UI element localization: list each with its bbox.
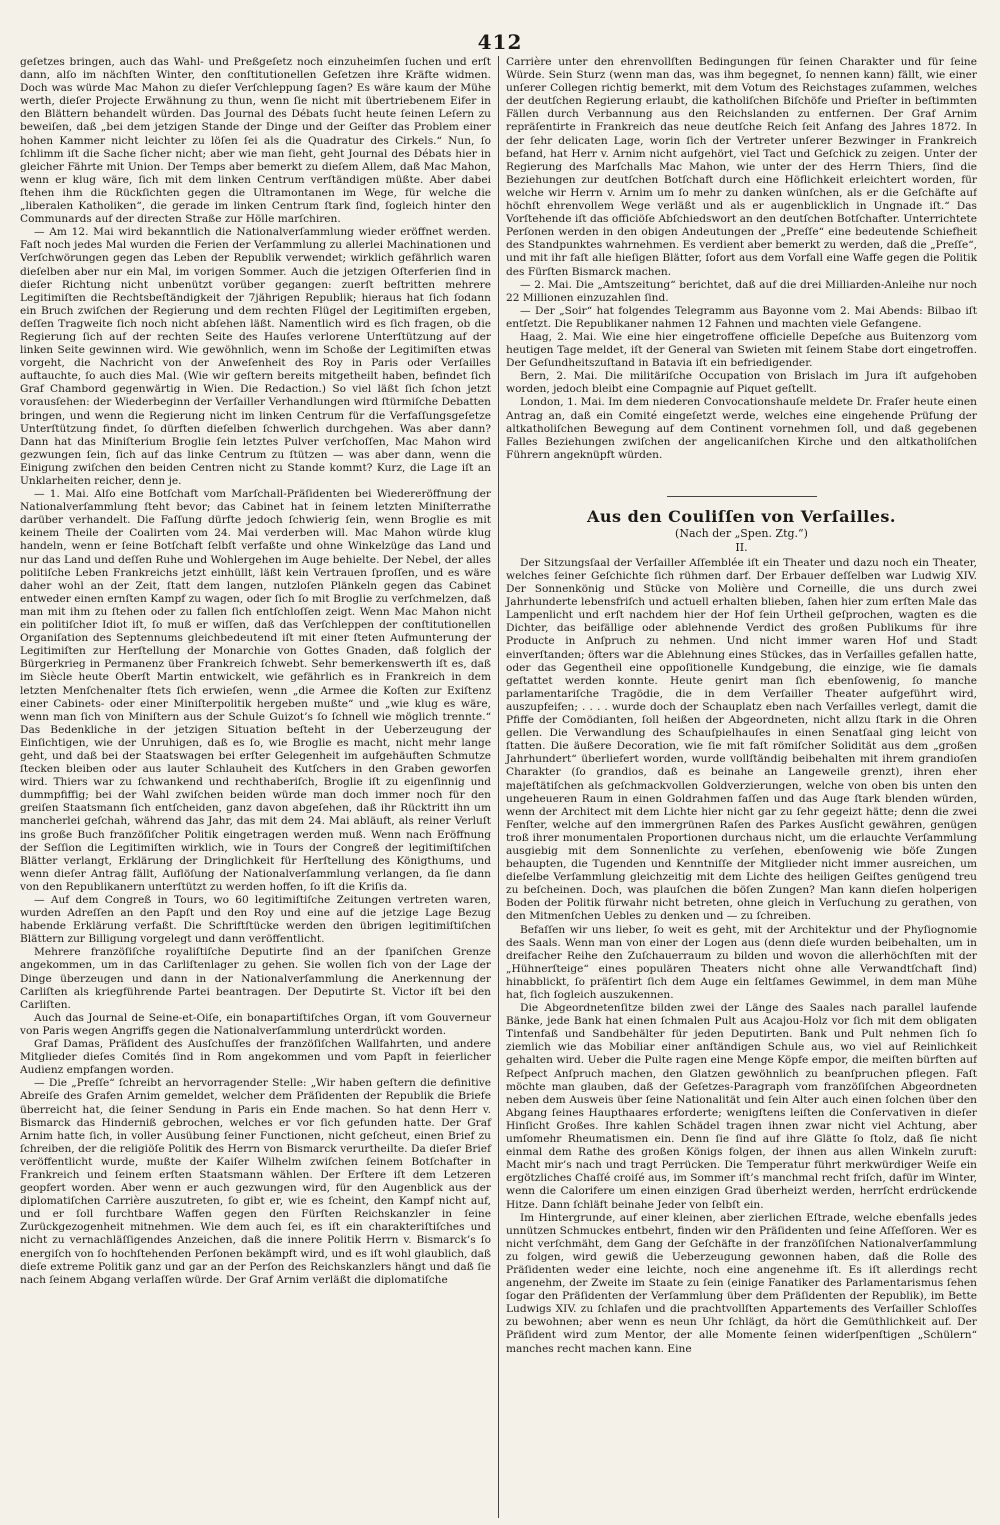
article-paragraph: geſetzes bringen, auch das Wahl- und Preßgeſetz noch einzuheimſen ſuchen und erſt dann, alſo im nächſten Winter, den conſtitutionellen Geſetzen ihre Kräfte widmen. Doch was würde Mac Mahon zu dieſer Verſchleppung ſagen? Es wäre kaum der Mühe werth, dieſer Projecte Erwähnung zu thun, wenn ſie nicht mit übertriebenem Eifer in den Blättern behandelt würden. Das Journal des Débats ſucht heute ſeinen Leſern zu beweiſen, daß „bei dem jetzigen Stande der Dinge und der Geiſter das Problem einer hohen Kammer nicht leichter zu löſen ſei als die Quadratur des Cirkels.“ Nun, ſo ſchlimm iſt die Sache ſicher nicht; aber wie man ſieht, geht Journal des Débats hier in gleicher Fährte mit Union. Der Temps aber bemerkt zu dieſem Allem, daß Mac Mahon, wenn er klug wäre, ſich mit dem linken Centrum verſtändigen müßte. Aber dabei ſtehen ihm die Rückſichten gegen die Ultramontanen im Wege, für welche die „liberalen Katholiken“, die gerade im linken Centrum ſtark ſind, ſogleich hinter den Communards auf der directen Straße zur Hölle marſchiren. bbox=[20, 56, 491, 226]
page-number: 412 bbox=[477, 30, 523, 54]
article-paragraph: — 1. Mai. Alſo eine Botſchaft vom Marſchall-Präſidenten bei Wiedereröffnung der Nationalverſammlung ſteht bevor; das Cabinet hat in ſeinem letzten Miniſterrathe darüber verhandelt. Die Faſſung dürfte jedoch ſchwierig ſein, wenn Broglie es mit keinem Theile der Coalirten vom 24. Mai verderben will. Mac Mahon würde klug handeln, wenn er ſeine Botſchaft ſelbſt verfaßte und ohne Winkelzüge das Land und nur das Land und deſſen Ruhe und Wohlergehen im Auge behielte. Der Nebel, der alles politiſche Leben Frankreichs jetzt einhüllt, läßt kein Vertrauen ſproſſen, und es wäre daher wohl an der Zeit, ſtatt dem langen, nutzloſen Plänkeln gegen das Cabinet entweder einen ernſten Kampf zu wagen, oder ſich ſo mit Broglie zu verſchmelzen, daß man mit ihm zu ſtehen oder zu fallen ſich entſchloſſen zeigt. Wenn Mac Mahon nicht ein politiſcher Idiot iſt, ſo muß er wiſſen, daß das Verſchleppen der conſtitutionellen Organiſation des Septennums gleichbedeutend iſt mit einer ſteten Aufmunterung der Legitimiſten zur Herſtellung der Monarchie von Gottes Gnaden, daß folglich der Bürgerkrieg in Permanenz über Frankreich ſchwebt. Sehr bemerkenswerth iſt es, daß im Siècle heute Oberſt Martin entwickelt, wie gefährlich es in Frankreich in dem letzten Menſchenalter ſtets ſich erwieſen, wenn „die Armee die Koſten zur Exiſtenz einer Cabinets- oder einer Miniſterpolitik hergeben mußte“ und „wie klug es wäre, wenn man ſich von Miniſtern aus der Schule Guizot’s ſo ſchnell wie möglich trennte.“ Das Bedenkliche in der jetzigen Situation beſteht in der Ueberzeugung der Einſichtigen, wie der Unruhigen, daß es ſo, wie Broglie es macht, nicht mehr lange geht, und daß bei der Staatswagen bei erſter Gelegenheit im aufgehäuften Schmutze ſtecken bleiben oder aus lauter Schlauheit des Kutſchers in den Graben geworfen wird. Thiers war zu ſchwankend und rechthaberiſch, Broglie iſt zu eigenſinnig und dummpfiffig; bei der Wahl zwiſchen beiden würde man doch immer noch für den greiſen Staatsmann ſich entſcheiden, ganz davon abgeſehen, daß ihr Rücktritt ihn um mancherlei geſchah, während das Jahr, das mit dem 24. Mai abläuft, als reiner Verluſt ins große Buch franzöſiſcher Politik eingetragen werden muß. Wenn nach Eröffnung der Seſſion die Legitimiſten wirklich, wie in Tours der Congreß der legitimiſtiſchen Blätter verlangt, Erklärung der Dringlichkeit für Herſtellung des Königthums, und wenn dieſer Antrag fällt, Auflöſung der Nationalverſammlung verlangen, da ſie dann von den Republikanern unterſtützt zu werden hoffen, ſo iſt die Kriſis da. bbox=[20, 488, 491, 893]
article-paragraph: Auch das Journal de Seine-et-Oiſe, ein bonapartiſtiſches Organ, iſt vom Gouverneur von Paris wegen Angriffs gegen die Nationalverſammlung unterdrückt worden. bbox=[20, 1011, 491, 1037]
news-item-london: London, 1. Mai. Im dem niederen Convocationshauſe meldete Dr. Fraſer heute einen Antrag an, daß ein Comité eingeſetzt werde, welches eine eingehende Prüfung der altkatholiſchen Bewegung auf dem Continent vornehmen ſoll, und daß gegebenen Falles Beziehungen zwiſchen der angelicaniſchen Kirche und den altkatholiſchen Führern angeknüpft würden. bbox=[506, 396, 977, 461]
article-paragraph: — 2. Mai. Die „Amtszeitung“ berichtet, daß auf die drei Milliarden-Anleihe nur noch 22 Millionen einzuzahlen ſind. bbox=[506, 278, 977, 304]
right-column bbox=[499, 56, 977, 1518]
feuilleton-title: Aus den Couliſſen von Verſailles. bbox=[586, 506, 896, 526]
news-item-bern: Bern, 2. Mai. Die militäriſche Occupation von Brislach im Jura iſt aufgehoben worden, jedoch bleibt eine Compagnie auf Piquet geſtellt. bbox=[506, 370, 977, 396]
feuilleton-paragraph: Der Sitzungsſaal der Verſailler Aſſemblée iſt ein Theater und dazu noch ein Theater, welches ſeiner Geſchichte ſich rühmen darf. Der Erbauer deſſelben war Ludwig XIV. Der Sonnenkönig und Stücke von Molière und Corneille, die uns durch zwei Jahrhunderte lebensfriſch und actuell erhalten blieben, ſahen hier zum erſten Male das Lampenlicht und erſt nachdem hier der Hof ſein Urtheil geſprochen, wagten es die Dichter, das beifällige oder ablehnende Verdict des großen Publikums für ihre Producte in Anſpruch zu nehmen. Und nicht immer waren Hof und Stadt einverſtanden; öfters war die Ablehnung eines Stückes, das in Verſailles gefallen hatte, oder das Gegentheil eine oppoſitionelle Kundgebung, die einzige, wie ſie damals geſtattet werden konnte. Heute genirt man ſich ebenſowenig, ſo manche parlamentariſche Tragödie, die in dem Verſailler Theater aufgeführt wird, auszupfeifen; . . . . wurde doch der Schauplatz eben nach Verſailles verlegt, damit die Pfiffe der Comödianten, ſoll heißen der Abgeordneten, nicht allzu ſtark in die Ohren gellen. Die Verwandlung des Schauſpielhauſes in einen Senatſaal ging leicht von ſtatten. Die äußere Decoration, wie ſie mit faſt römiſcher Solidität aus dem „großen Jahrhundert“ überliefert worden, wurde vollſtändig beibehalten mit ihrem grandioſen Charakter (ſo grandios, daß es beinahe an Langeweile grenzt), ihren eher majeſtätiſchen als geſchmackvollen Goldverzierungen, welche von oben bis unten den ungeheueren Raum in einen Goldrahmen faſſen und das Auge ſtark blenden würden, wenn der Architect mit dem Lichte hier nicht gar zu ſehr gegeizt hätte; denn die zwei Fenſter, welche auf den immergrünen Raſen des Parkes Ausſicht gewähren, genügen troß ihrer monumentalen Proportionen durchaus nicht, um die erlauchte Verſammlung ausgiebig mit dem Sonnenlichte zu verſehen, ebenſowenig wie böſe Zungen behaupten, die Tugenden und Kenntniſſe der Mitglieder nicht immer ausreichen, um dieſelbe Verſammlung gleichzeitig mit dem Lichte des heiligen Geiſtes genügend treu zu beſcheinen. Doch, was plauſchen die böſen Zungen? Man kann dieſen holperigen Boden der Politik fürwahr nicht betreten, ohne gleich in Verſuchung zu gerathen, von den Mitmenſchen Uebles zu denken und — zu ſchreiben. bbox=[506, 556, 977, 923]
article-paragraph: — Am 12. Mai wird bekanntlich die Nationalverſammlung wieder eröffnet werden. Faſt noch jedes Mal wurden die Ferien der Verſammlung zu allerlei Machinationen und Verſchwörungen gegen das Leben der Republik verwendet; wirklich gefährlich waren dieſelben aber nur ein Mal, im vorigen Sommer. Auch die jetzigen Oſterferien ſind in dieſer Richtung nicht unbenützt vorüber gegangen: zuerſt beſtritten mehrere Legitimiſten die Rechtsbeſtändigkeit der 7jährigen Republik; hieraus hat ſich ſodann ein Bruch zwiſchen der Regierung und dem rechten Flügel der Legitimiſten ergeben, deſſen Tragweite ſich noch nicht abſehen läßt. Namentlich wird es ſich fragen, ob die Regierung ſich auf der rechten Seite des Hauſes verlorene Unterſtützung auf der linken Seite gewinnen wird. Wie gewöhnlich, wenn im Schoße der Legitimiſten etwas vorgeht, die Nachricht von der Anweſenheit des Roy in Paris oder Verſailles auftauchte, ſo auch dies Mal. (Wie wir geſtern bereits mitgetheilt haben, befindet ſich Graf Chambord gegenwärtig in Wien. Die Redaction.) So viel läßt ſich ſchon jetzt vorausſehen: der Wiederbeginn der Verſailler Verhandlungen wird ſtürmiſche Debatten bringen, und wenn die Regierung nicht im linken Centrum für die Verfaſſungsgeſetze Unterſtützung findet, ſo dürften dieſelben ſchwerlich durchgehen. Was aber dann? Dann hat das Miniſterium Broglie ſein letztes Pulver verſchoſſen, Mac Mahon wird gezwungen ſein, ſich auf das linke Centrum zu ſtützen — was aber dann, wenn die Einigung zwiſchen den beiden Centren nicht zu Stande kommt? Kurz, die Lage iſt an Unklarheiten reicher, denn je. bbox=[20, 226, 491, 487]
article-paragraph: — Der „Soir“ hat folgendes Telegramm aus Bayonne vom 2. Mai Abends: Bilbao iſt entſetzt. Die Republikaner nahmen 12 Fahnen und machten viele Gefangene. bbox=[506, 304, 977, 330]
section-divider bbox=[667, 496, 817, 497]
feuilleton-paragraph: Die Abgeordnetenſitze bilden zwei der Länge des Saales nach parallel laufende Bänke, jede Bank hat einen ſchmalen Pult aus Acajou-Holz vor ſich mit dem obligaten Tintenfaß und Sandbehälter für jeden Deputirten. Bank und Pult nehmen ſich ſo ziemlich wie das Mobiliar einer anſtändigen Schule aus, wo viel auf Reinlichkeit gehalten wird. Ueber die Pulte ragen eine Menge Köpfe empor, die meiſten bürften auf Reſpect Anſpruch machen, den Glatzen gewöhnlich zu beanſpruchen pflegen. Faſt möchte man glauben, daß der Geſetzes-Paragraph vom franzöſiſchen Abgeordneten neben dem Ausweis über ſeine Nationalität und ſein Alter auch einen ſolchen über den Abgang ſeines Haupthaares erforderte; wenigſtens leiſten die Conſervativen in dieſer Hinſicht Großes. Ihre kahlen Schädel tragen ihnen zwar nicht viel Achtung, aber umſomehr Rheumatismen ein. Denn ſie ſind auf ihre Glätte ſo ſtolz, daß ſie nicht einmal dem Rathe des großen Königs folgen, der ihnen aus allen Winkeln zuruft: Macht mir’s nach und tragt Perrücken. Die Temperatur führt merkwürdiger Weiſe ein ergötzliches Chaſſé croiſé aus, im Sommer iſt’s manchmal recht friſch, dafür im Winter, wenn die Calorifere um einen einzigen Grad überheizt werden, herrſcht erdrückende Hitze. Dann ſchläft beinahe Jeder von ſelbſt ein. bbox=[506, 1002, 977, 1211]
left-column bbox=[20, 56, 498, 1518]
news-item-haag: Haag, 2. Mai. Wie eine hier eingetroffene officielle Depeſche aus Buitenzorg vom heutigen Tage meldet, iſt der General van Swieten mit ſeinem Stabe dort eingetroffen. Der Geſundheitszuſtand in Batavia iſt ein befriedigender. bbox=[506, 330, 977, 370]
feuilleton-paragraph: Im Hintergrunde, auf einer kleinen, aber zierlichen Eſtrade, welche ebenfalls jedes unnützen Schmuckes entbehrt, finden wir den Präſidenten und ſeine Aſſeſſoren. Wer es nicht verſchmäht, dem Gang der Geſchäfte in der franzöſiſchen Nationalverſammlung zu folgen, wird gewiß die Ueberzeugung gewonnen haben, daß die Rolle des Präſidenten weder eine leichte, noch eine angenehme iſt. Es iſt allerdings recht angenehm, der Zweite im Staate zu ſein (einige Fanatiker des Parlamentarismus ſehen ſogar den Präſidenten der Verſammlung über dem Präſidenten der Republik), im Bette Ludwigs XIV. zu ſchlafen und die prachtvollſten Appartements des Verſailler Schloſſes zu bewohnen; aber wenn es neun Uhr ſchlägt, da hört die Gemüthlichkeit auf. Der Präſident wird zum Mentor, der alle Momente ſeinen widerſpenſtigen „Schülern“ manches recht machen kann. Eine bbox=[506, 1211, 977, 1355]
columns bbox=[20, 56, 980, 1518]
section-gap bbox=[506, 462, 977, 488]
feuilleton-paragraph: Befaſſen wir uns lieber, ſo weit es geht, mit der Architektur und der Phyſiognomie des Saals. Wenn man von einer der Logen aus (denn dieſe wurden beibehalten, um in dreifacher Reihe den Zuſchauerraum zu bilden und wovon die allerhöchſten mit der „Hühnerſteige“ eines populären Theaters nicht ohne alle Verwandtſchaft ſind) hinabblickt, ſo präſentirt ſich dem Auge ein ſeltſames Gewimmel, in dem man Mühe hat, ſich ſogleich auszukennen. bbox=[506, 923, 977, 1001]
article-paragraph: Mehrere franzöſiſche royaliſtiſche Deputirte ſind an der ſpaniſchen Grenze angekommen, um in das Carliſtenlager zu gehen. Sie wollen ſich von der Lage der Dinge überzeugen und dann in der Nationalverſammlung die Anerkennung der Carliſten als kriegführende Partei beantragen. Der Deputirte St. Victor iſt bei den Carliſten. bbox=[20, 946, 491, 1011]
article-paragraph: — Die „Preſſe“ ſchreibt an hervorragender Stelle: „Wir haben geſtern die definitive Abreiſe des Grafen Arnim gemeldet, welcher dem Präſidenten der Republik die Briefe überreicht hat, die ſeiner Sendung in Paris ein Ende machen. So hat denn Herr v. Bismarck das Hinderniß gebrochen, welches er vor ſich gefunden hatte. Der Graf Arnim hatte ſich, in voller Ausübung ſeiner Functionen, nicht geſcheut, einen Brief zu ſchreiben, der die religiöſe Politik des Herrn von Bismarck verurtheilte. Da dieſer Brief veröffentlicht wurde, mußte der Kaiſer Wilhelm zwiſchen ſeinem Botſchafter in Frankreich und ſeinem erſten Staatsmann wählen. Der Erſtere iſt dem Letzeren geopfert worden. Aber wenn er auch gezwungen wird, für den Augenblick aus der diplomatiſchen Carrière auszutreten, ſo gibt er, wie es ſcheint, den Kampf nicht auf, und er ſoll furchtbare Waffen gegen den Fürſten Reichskanzler in ſeine Zurückgezogenheit mitnehmen. Wie dem auch ſei, es iſt ein charakteriſtiſches und nicht zu vernachläſſigendes Anzeichen, daß die innere Politik Herrn v. Bismarck’s ſo energiſch von ſo hochſtehenden Perſonen bekämpft wird, und es iſt wohl glaublich, daß dieſe extreme Politik ganz und gar an der Perſon des Reichskanzlers hängt und daß ſie nach ſeinem Abgang verlaſſen würde. Der Graf Arnim verläßt die diplomatiſche bbox=[20, 1077, 491, 1286]
article-paragraph: Graf Damas, Präſident des Ausſchuſſes der franzöſiſchen Wallfahrten, und andere Mitglieder dieſes Comités ſind in Rom angekommen und vom Papſt in feierlicher Audienz empfangen worden. bbox=[20, 1038, 491, 1077]
article-paragraph: Carrière unter den ehrenvollſten Bedingungen für ſeinen Charakter und für ſeine Würde. Sein Sturz (wenn man das, was ihm begegnet, ſo nennen kann) fällt, wie einer unſerer Collegen richtig bemerkt, mit dem Votum des Reichstages zuſammen, welches der deutſchen Regierung erlaubt, die katholiſchen Biſchöfe und Prieſter in beſtimmten Fällen durch Verbannung aus den Reichslanden zu entfernen. Der Graf Arnim repräſentirte in Frankreich das neue deutſche Reich ſeit Anfang des Jahres 1872. In der ſehr delicaten Lage, worin ſich der Vertreter unſerer Bezwinger in Frankreich befand, hat Herr v. Arnim nicht aufgehört, viel Tact und Geſchick zu zeigen. Unter der Regierung des Marſchalls Mac Mahon, wie unter der des Herrn Thiers, ſind die Beziehungen zur deutſchen Botſchaft durch eine Höflichkeit erleichtert worden, für welche wir Herrn v. Arnim um ſo mehr zu danken wünſchen, als er die Geſchäfte auf höchſt ehrenvollem Wege verläßt und als er augenblicklich in Ungnade iſt.“ Das Vorſtehende iſt das officiöſe Abſchiedswort an den deutſchen Botſchafter. Unterrichtete Perſonen werden in den obigen Andeutungen der „Preſſe“ eine bedeutende Schiefheit des Standpunktes wahrnehmen. Es verdient aber bemerkt zu werden, daß die „Preſſe“, und mit ihr faſt alle hieſigen Blätter, ſofort aus dem Vorfall eine Waffe gegen die Politik des Fürſten Bismarck machen. bbox=[506, 56, 977, 278]
article-paragraph: — Auf dem Congreß in Tours, wo 60 legitimiſtiſche Zeitungen vertreten waren, wurden Adreſſen an den Papſt und den Roy und eine auf die jetzige Lage Bezug habende Erklärung verfaßt. Die Schriftſtücke werden den übrigen legitimiſtiſchen Blättern zur Billigung vorgelegt und dann veröffentlicht. bbox=[20, 894, 491, 946]
feuilleton-source: (Nach der „Spen. Ztg.“) bbox=[675, 526, 808, 540]
feuilleton-part: II. bbox=[735, 540, 748, 554]
